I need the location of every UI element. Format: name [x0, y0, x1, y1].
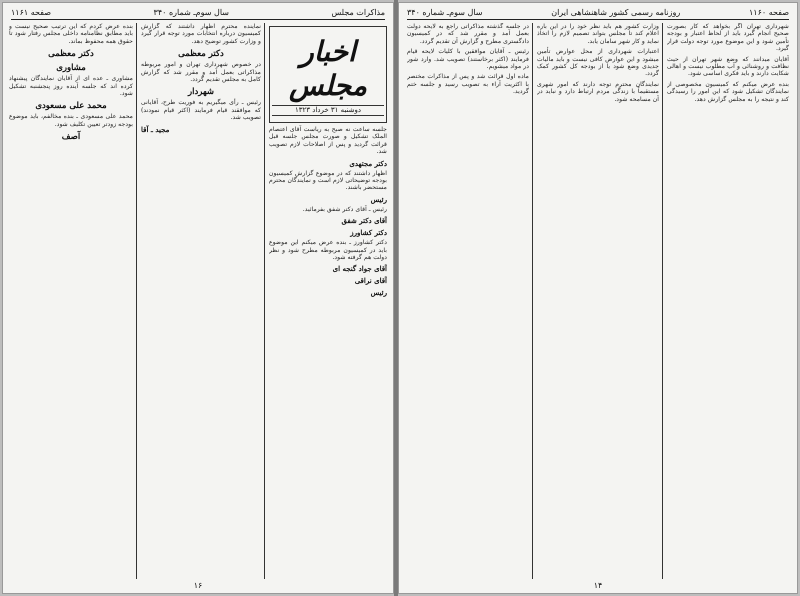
paragraph: اعتبارات شهرداری از محل عوارض تأمین میشود و این عوارض کافی نیست و باید مالیات جدیدی وضع شود یا از بودجه کل کشور کمک گردد. [537, 48, 659, 78]
paragraph: در خصوص شهرداری تهران و امور مربوطه مذاکراتی بعمل آمد و مقرر شد که گزارش کامل به مجلس تقدیم گردد. [141, 61, 261, 84]
speaker-heading: محمد علی مسعودی [35, 101, 107, 112]
speaker-heading: آقای جواد گنجه ای [332, 264, 387, 274]
paragraph: محمد علی مسعودی ـ بنده مخالفم، باید موضوع بودجه زودتر تعیین تکلیف شود. [9, 113, 133, 128]
paragraph: بنده عرض کردم که این ترتیب صحیح نیست و باید مطابق نظامنامه داخلی مجلس رفتار شود تا حقوق همه محفوظ بماند. [9, 23, 133, 45]
paragraph: دکتر کشاورز ـ بنده عرض میکنم این موضوع باید در کمیسیون مربوطه مطرح شود و نظر دولت هم گرفته شود. [269, 239, 387, 262]
column-rule [532, 23, 533, 579]
speaker-heading: دکتر معظمی [48, 49, 94, 60]
running-head-right: صفحه ۱۱۶۰ [748, 8, 789, 17]
column-rule [264, 23, 265, 579]
speaker-heading: آصف [61, 132, 81, 143]
column-rule [136, 23, 137, 579]
left-page-column-2 [141, 23, 261, 579]
masthead-box [269, 26, 387, 123]
issue-line: دوشنبه ۳۱ خرداد ۱۳۲۳ [272, 105, 384, 116]
speaker-heading: شهردار [188, 87, 214, 98]
paragraph: وزارت کشور هم باید نظر خود را در این باره اعلام کند تا مجلس بتواند تصمیم لازم را اتخاذ نماید و کار شهر سامان یابد. [537, 23, 659, 45]
speaker-heading: مشاوری [56, 63, 86, 74]
right-page [398, 2, 798, 594]
speaker-heading: دکتر مجتهدی [349, 158, 387, 168]
speaker-heading: آقای دکتر شفق [341, 216, 387, 226]
paragraph: نماینده محترم اظهار داشتند که گزارش کمیسیون درباره انتخابات مورد توجه قرار گیرد و وزارت کشور توضیح دهد. [141, 23, 261, 45]
running-head-right-page [407, 7, 789, 20]
column-rule [662, 23, 663, 579]
paragraph: رئیس ـ آقای دکتر شفق بفرمائید. [302, 205, 387, 213]
speaker-heading: دکتر کشاورز [350, 228, 387, 238]
left-page [2, 2, 394, 594]
speaker-heading: رئیس [370, 194, 387, 204]
paragraph: رئیس ـ آقایان موافقین با کلیات لایحه قیام فرمایند (اکثر برخاستند) تصویب شد. وارد شور در مواد میشویم. [407, 48, 529, 71]
speaker-heading: رئیس [370, 288, 387, 298]
left-page-column-1 [269, 23, 387, 579]
running-head-right: مذاکرات مجلس [331, 8, 385, 17]
running-head-center: روزنامه رسمی کشور شاهنشاهی ایران [551, 8, 681, 17]
speaker-heading: دکتر معظمی [178, 49, 224, 60]
paragraph: جلسه ساعت نه صبح به ریاست آقای اعتصام الملک تشکیل و صورت مجلس جلسه قبل قرائت گردید و پس از اصلاحات لازم تصویب شد. [269, 126, 387, 156]
left-page-column-3 [9, 23, 133, 579]
paragraph: شهرداری تهران اگر بخواهد که کار بصورت صحیح انجام گیرد باید از لحاظ اعتبار و بودجه تأمین شود و این موضوع مورد توجه دولت قرار گیرد. [667, 23, 789, 53]
paragraph: اظهار داشتند که در موضوع گزارش کمیسیون بودجه توضیحاتی لازم است و نمایندگان محترم مستحضر باشند. [269, 169, 387, 192]
paragraph: آقایان میدانند که وضع شهر تهران از حیث نظافت و روشنائی و آب مطلوب نیست و اهالی شکایت دارند و باید فکری اساسی شود. [667, 55, 789, 78]
signature: مجید ـ آقا [141, 124, 170, 134]
paragraph: مشاوری ـ عده ای از آقایان نمایندگان پیشنهاد کرده اند که جلسه آینده روز پنجشنبه تشکیل شود. [9, 75, 133, 98]
running-head-left: صفحه ۱۱۶۱ [11, 8, 52, 17]
paragraph: در جلسه گذشته مذاکراتی راجع به لایحه دولت بعمل آمد و مقرر شد که در کمیسیون دادگستری مطرح و گزارش آن تقدیم گردد. [407, 23, 529, 45]
paragraph: رئیس ـ رأی میگیریم به فوریت طرح، آقایانی که موافقند قیام فرمایند (اکثر قیام نمودند) تصویب شد. [141, 99, 261, 122]
paragraph: ماده اول قرائت شد و پس از مذاکرات مختصر با اکثریت آراء به تصویب رسید و جلسه ختم گردید. [407, 73, 529, 96]
running-head-left: سال سوم‌ـ شماره ۳۴۰ [407, 8, 483, 17]
speaker-heading: آقای نراقی [354, 276, 387, 286]
paragraph: نمایندگان محترم توجه دارند که امور شهری مستقیماً با زندگی مردم ارتباط دارد و نباید در آن مسامحه شود. [537, 80, 659, 103]
right-page-column-1 [667, 23, 789, 579]
page-number-right: ۱۴ [593, 581, 603, 590]
right-page-column-2 [537, 23, 659, 579]
running-head-left-page [11, 7, 385, 20]
paragraph: بنده عرض میکنم که کمیسیون مخصوصی از نمایندگان تشکیل شود که این امور را رسیدگی کند و نتیجه را به مجلس گزارش دهد. [667, 80, 789, 103]
right-page-column-3 [407, 23, 529, 579]
masthead-title: اخبار مجلس [288, 35, 368, 102]
running-head-center: سال سوم‌ـ شماره ۳۴۰ [153, 8, 229, 17]
page-number-left: ۱۶ [193, 581, 203, 590]
